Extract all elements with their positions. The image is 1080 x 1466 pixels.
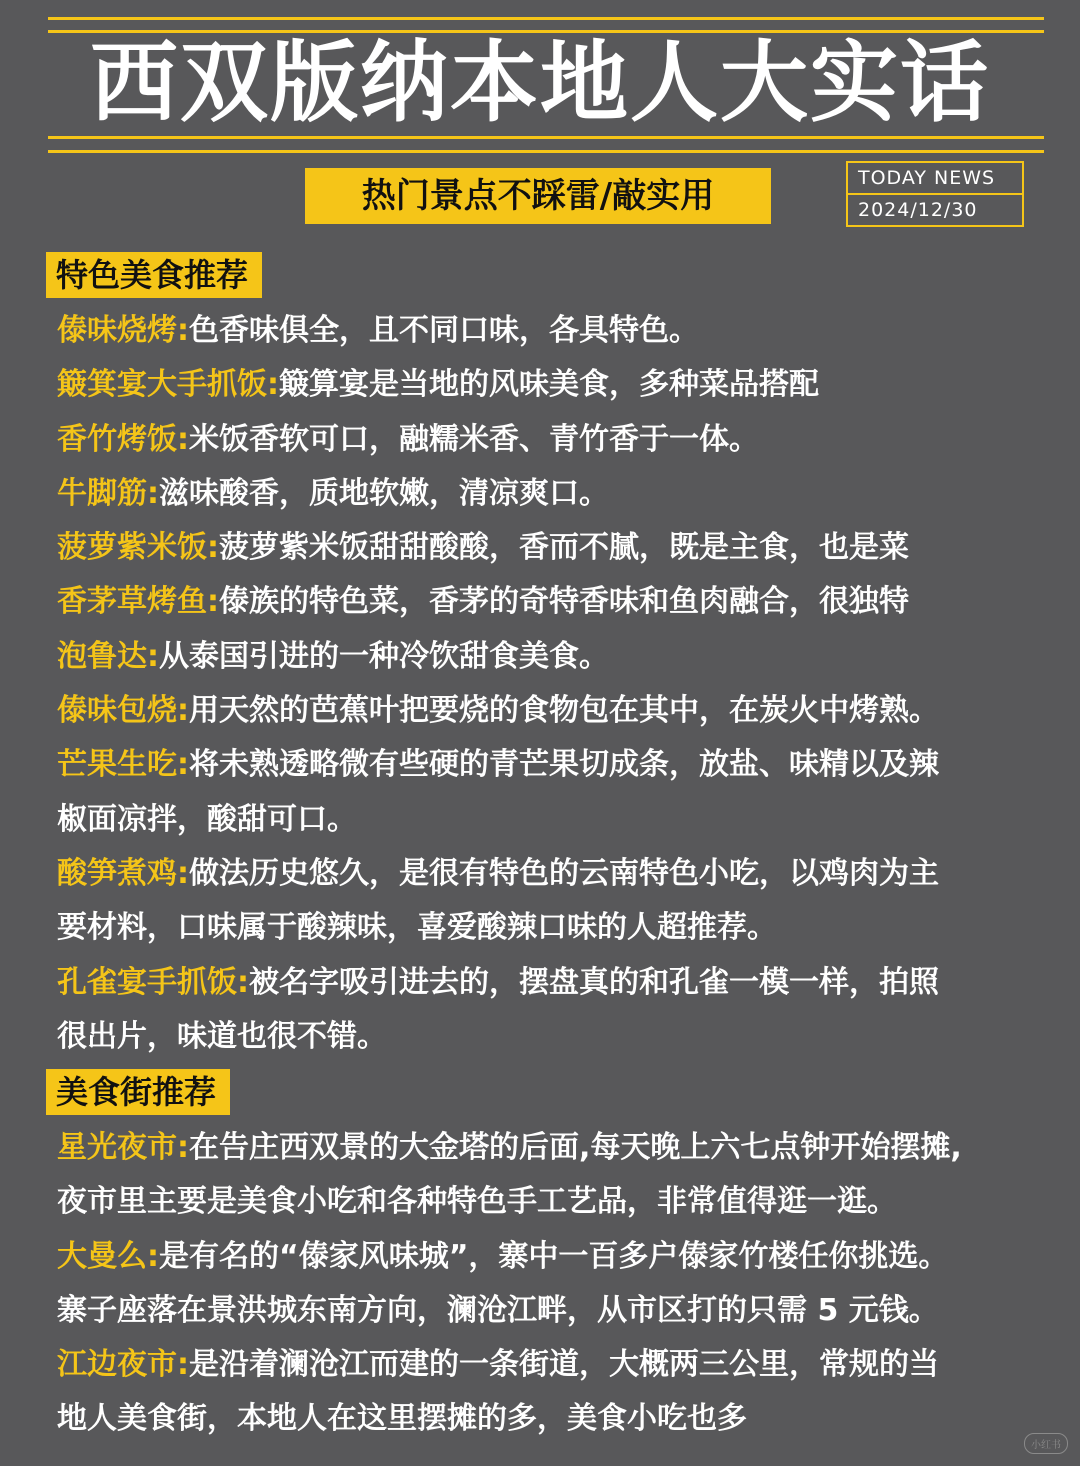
list-item bbox=[57, 1010, 1057, 1064]
item-text: 从泰国引进的一种冷饮甜食美食。 bbox=[159, 638, 609, 674]
page-title: 西双版纳本地人大实话 bbox=[90, 31, 991, 134]
item-text: 地人美食街，本地人在这里摆摊的多，美食小吃也多 bbox=[57, 1401, 747, 1437]
item-key: 香茅草烤鱼: bbox=[57, 584, 219, 620]
item-key: 星光夜市: bbox=[57, 1130, 189, 1165]
item-text: 用天然的芭蕉叶把要烧的食物包在其中，在炭火中烤熟。 bbox=[189, 693, 939, 729]
subtitle-banner: 热门景点不踩雷/敲实用 bbox=[305, 168, 771, 224]
item-key: 酸笋煮鸡: bbox=[57, 855, 189, 891]
item-key: 傣味烧烤: bbox=[57, 313, 189, 348]
item-key: 泡鲁达: bbox=[57, 638, 159, 674]
list-item bbox=[57, 956, 1057, 1010]
street-list bbox=[57, 1121, 1057, 1447]
list-item bbox=[57, 901, 1057, 955]
list-item bbox=[57, 467, 1057, 521]
list-item bbox=[57, 1284, 1057, 1338]
list-item bbox=[57, 1121, 1057, 1175]
item-key: 傣味包烧: bbox=[57, 693, 189, 729]
item-text: 要材料，口味属于酸辣味，喜爱酸辣口味的人超推荐。 bbox=[57, 910, 777, 946]
bottom-rule-2 bbox=[48, 150, 1044, 153]
list-item bbox=[57, 1230, 1057, 1284]
watermark: 小红书 bbox=[1024, 1433, 1068, 1454]
item-text: 是沿着澜沧江而建的一条街道，大概两三公里，常规的当 bbox=[189, 1347, 939, 1383]
list-item bbox=[57, 304, 1057, 358]
item-key: 菠萝紫米饭: bbox=[57, 530, 219, 566]
item-text: 是有名的“傣家风味城”，寨中一百多户傣家竹楼任你挑选。 bbox=[159, 1238, 949, 1274]
item-key: 牛脚筋: bbox=[57, 475, 159, 511]
list-item bbox=[57, 793, 1057, 847]
item-text: 傣族的特色菜，香茅的奇特香味和鱼肉融合，很独特 bbox=[219, 584, 909, 620]
item-key: 孔雀宴手抓饭: bbox=[57, 964, 249, 1000]
item-text: 将未熟透略微有些硬的青芒果切成条，放盐、味精以及辣 bbox=[189, 747, 939, 783]
item-text: 簸算宴是当地的风味美食，多种菜品搭配 bbox=[279, 367, 819, 403]
list-item bbox=[57, 413, 1057, 467]
item-text: 菠萝紫米饭甜甜酸酸，香而不腻，既是主食，也是菜 bbox=[219, 530, 909, 566]
list-item bbox=[57, 684, 1057, 738]
list-item bbox=[57, 847, 1057, 901]
today-news-box bbox=[846, 161, 1024, 227]
list-item bbox=[57, 738, 1057, 792]
news-date: 2024/12/30 bbox=[858, 199, 978, 221]
item-text: 做法历史悠久，是很有特色的云南特色小吃，以鸡肉为主 bbox=[189, 855, 939, 891]
news-label: TODAY NEWS bbox=[848, 163, 1022, 195]
item-text: 椒面凉拌，酸甜可口。 bbox=[57, 801, 357, 837]
item-text: 寨子座落在景洪城东南方向，澜沧江畔，从市区打的只需 5 元钱。 bbox=[57, 1292, 939, 1328]
item-key: 大曼么: bbox=[57, 1238, 159, 1274]
bottom-rule-1 bbox=[48, 136, 1044, 139]
list-item bbox=[57, 630, 1057, 684]
list-item bbox=[57, 575, 1057, 629]
food-list bbox=[57, 304, 1057, 1064]
item-text: 色香味俱全，且不同口味，各具特色。 bbox=[189, 313, 699, 348]
item-key: 芒果生吃: bbox=[57, 747, 189, 783]
list-item bbox=[57, 521, 1057, 575]
top-rule-1 bbox=[48, 17, 1044, 20]
list-item bbox=[57, 1175, 1057, 1229]
section-tag-street: 美食街推荐 bbox=[46, 1069, 230, 1115]
item-key: 香竹烤饭: bbox=[57, 421, 189, 457]
item-key: 江边夜市: bbox=[57, 1347, 189, 1383]
item-text: 很出片，味道也很不错。 bbox=[57, 1018, 387, 1054]
item-text: 滋味酸香，质地软嫩，清凉爽口。 bbox=[159, 475, 609, 511]
list-item bbox=[57, 1338, 1057, 1392]
item-text: 米饭香软可口，融糯米香、青竹香于一体。 bbox=[189, 421, 759, 457]
list-item bbox=[57, 358, 1057, 412]
section-tag-food: 特色美食推荐 bbox=[46, 252, 262, 298]
item-text: 被名字吸引进去的，摆盘真的和孔雀一模一样，拍照 bbox=[249, 964, 939, 1000]
list-item bbox=[57, 1392, 1057, 1446]
item-text: 夜市里主要是美食小吃和各种特色手工艺品，非常值得逛一逛。 bbox=[57, 1184, 897, 1220]
item-text: 在告庄西双景的大金塔的后面,每天晚上六七点钟开始摆摊, bbox=[189, 1130, 962, 1165]
item-key: 簸箕宴大手抓饭: bbox=[57, 367, 279, 403]
